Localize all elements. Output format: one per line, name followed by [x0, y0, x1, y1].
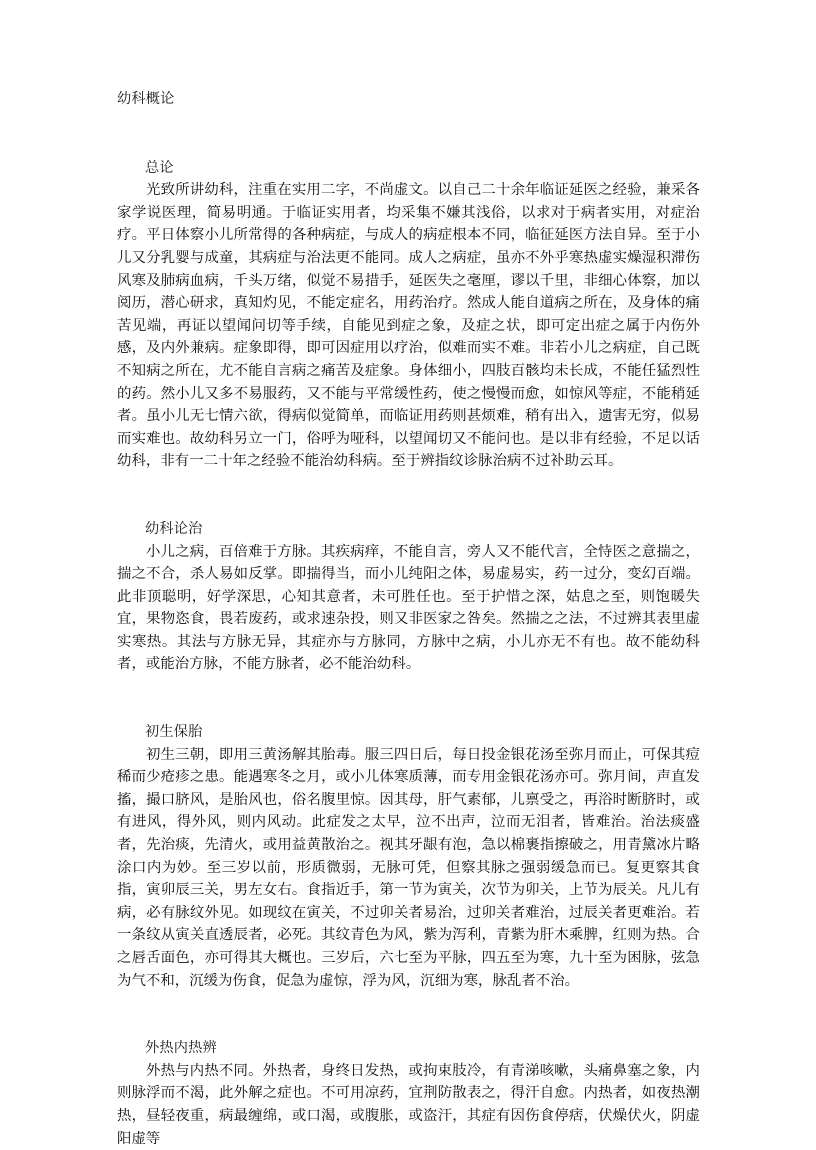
section-spacer-3: [117, 992, 700, 1037]
document-content: [117, 88, 700, 1150]
section-wairenneirebian: [117, 1037, 700, 1150]
section-heading-zonglun: 总论: [145, 159, 174, 176]
section-spacer-2: [117, 676, 700, 721]
section-chushengbaotai: [117, 721, 700, 992]
section-body-youkelunzhi: 小儿之病，百倍难于方脉。其疾病痒，不能自言，旁人又不能代言，全恃医之意揣之，揣之不合，杀人易如反掌。即揣得当，而小儿纯阳之体，易虚易实，药一过分，变幻百端。此非顶聪明，好学深思，心知其意者，未可胜任也。至于护惜之深，姑息之至，则饱暖失宜，果物恣食，畏若废药，或求速杂投，则又非医家之咎矣。然揣之之法，不过辨其表里虚实寒热。其法与方脉无异，其症亦与方脉同，方脉中之病，小儿亦无不有也。故不能幼科者，或能治方脉，不能方脉者，必不能治幼科。: [117, 543, 700, 673]
section-youkelunzhi: [117, 518, 700, 676]
section-heading-chushengbaotai: 初生保胎: [145, 724, 203, 741]
section-zonglun: [117, 157, 700, 473]
title-spacer: [117, 111, 700, 157]
document-title: 幼科概论: [117, 91, 175, 107]
section-body-wairenneirebian: 外热与内热不同。外热者，身终日发热，或拘束肢冷，有青涕咳嗽，头痛鼻塞之象，内则脉浮而不渴，此外解之症也。不可用凉药，宜荆防散表之，得汗自愈。内热者，如夜热潮热，昼轻夜重，病最缠绵，或口渴，或腹胀，或盗汗，其症有因伤食停痞，伏燥伏火，阴虚阳虚等: [117, 1062, 700, 1147]
section-body-zonglun: 光致所讲幼科，注重在实用二字，不尚虚文。以自己二十余年临证延医之经验，兼采各家学说医理，简易明通。于临证实用者，均采集不嫌其浅俗，以求对于病者实用，对症治疗。平日体察小儿所常得的各种病症，与成人的病症根本不同，临征延医方法自异。至于小儿又分乳婴与成童，其病症与治法更不能同。成人之病症，虽亦不外乎寒热虚实燥湿积滞伤风寒及肺病血病，千头万绪，似觉不易措手，延医失之毫厘，谬以千里，非细心体察，加以阅历，潜心研求，真知灼见，不能定症名，用药治疗。然成人能自道病之所在，及身体的痛苦见端，再证以望闻问切等手续，自能见到症之象，及症之状，即可定出症之属于内伤外感，及内外兼病。症象即得，即可因症用以疗治，似难而实不难。非若小儿之病症，自己既不知病之所在，尤不能自言病之痛苦及症象。身体细小，四肢百骸均未长成，不能任猛烈性的药。然小儿又多不易服药，又不能与平常缓性药，使之慢慢而愈，如惊风等症，不能稍延者。虽小儿无七情六欲，得病似觉简单，而临证用药则甚烦难，稍有出入，遗害无穷，似易而实难也。故幼科另立一门，俗呼为哑科，以望闻切又不能问也。是以非有经验，不足以话幼科，非有一二十年之经验不能治幼科病。至于辨指纹诊脉治病不过补助云耳。: [117, 182, 700, 470]
section-heading-youkelunzhi: 幼科论治: [145, 520, 203, 537]
section-heading-wairenneirebian: 外热内热辨: [145, 1040, 217, 1057]
section-spacer-1: [117, 473, 700, 518]
section-body-chushengbaotai: 初生三朝，即用三黄汤解其胎毒。服三四日后，每日投金银花汤至弥月而止，可保其痘稀而少疮疹之患。能遇寒冬之月，或小儿体寒质薄，而专用金银花汤亦可。弥月间，声直发搐，撮口脐风，是胎风也，俗名腹里惊。因其母，肝气素郁，儿禀受之，再浴时断脐时，或有进风，得外风，则内风动。此症发之太早，泣不出声，泣而无泪者，皆难治。治法痰盛者，先治痰，先清火，或用益黄散治之。视其牙龈有泡，急以棉裹指擦破之，用青黛冰片略涂口内为妙。至三岁以前，形质微弱，无脉可凭，但察其脉之强弱缓急而已。复更察其食指，寅卯辰三关，男左女右。食指近手，第一节为寅关，次节为卯关，上节为辰关。凡儿有病，必有脉纹外见。如现纹在寅关，不过卯关者易治，过卯关者难治，过辰关者更难治。若一条纹从寅关直透辰者，必死。其纹青色为风，紫为泻利，青紫为肝木乘脾，红则为热。合之唇舌面色，亦可得其大概也。三岁后，六七至为平脉，四五至为寒，九十至为困脉，弦急为气不和，沉缓为伤食，促急为虚惊，浮为风，沉细为寒，脉乱者不治。: [117, 746, 700, 989]
